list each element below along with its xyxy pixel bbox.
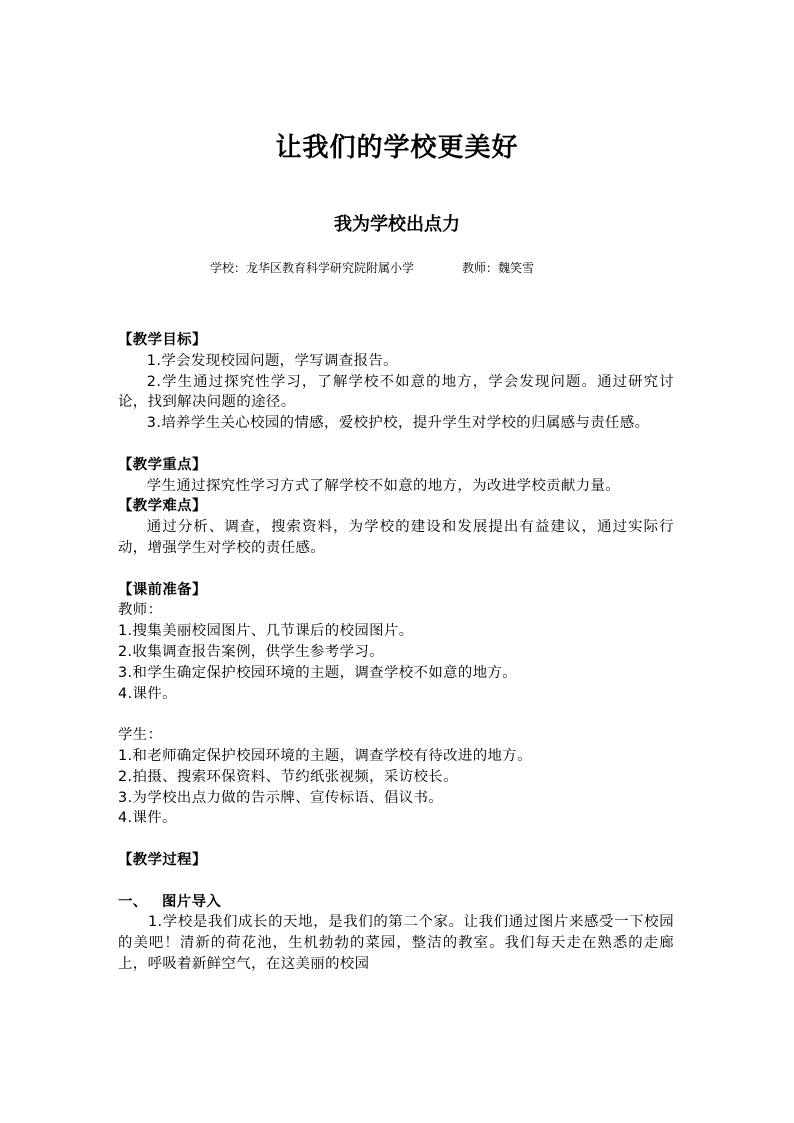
difficulties-heading: 【教学难点】 bbox=[118, 498, 207, 515]
preparation-teacher-item-1: 1.搜集美丽校园图片、几节课后的校园图片。 bbox=[118, 623, 414, 640]
preparation-student-item-3: 3.为学校出点力做的告示牌、宣传标语、倡议书。 bbox=[118, 789, 444, 806]
spacer bbox=[118, 559, 674, 580]
preparation-student-item-1: 1.和老师确定保护校园环境的主题，调查学校有待改进的地方。 bbox=[118, 747, 532, 764]
goals-heading: 【教学目标】 bbox=[118, 332, 207, 348]
document-meta bbox=[210, 257, 534, 279]
preparation-student-label: 学生： bbox=[118, 727, 163, 744]
preparation-teacher-item-2: 2.收集调查报告案例，供学生参考学习。 bbox=[118, 643, 384, 660]
spacer bbox=[118, 704, 674, 725]
teacher-info: 教师：魏笑雪 bbox=[462, 261, 535, 275]
document-body bbox=[118, 330, 674, 975]
spacer bbox=[118, 871, 674, 892]
key-points-heading: 【教学重点】 bbox=[118, 456, 207, 473]
spacer bbox=[118, 434, 674, 455]
key-points-text: 学生通过探究性学习方式了解学校不如意的地方，为改进学校贡献力量。 bbox=[146, 477, 621, 494]
difficulties-text: 通过分析、调查，搜索资料，为学校的建设和发展提出有益建议，通过实际行动，增强学生对学校的责任感。 bbox=[118, 519, 674, 556]
school-info: 学校：龙华区教育科学研究院附属小学 bbox=[210, 261, 415, 275]
goal-item-1: 1.学会发现校园问题，学写调查报告。 bbox=[146, 352, 398, 369]
document-subtitle: 我为学校出点力 bbox=[334, 214, 460, 235]
process-section-1-number: 一、 bbox=[118, 893, 148, 910]
process-section-1-heading bbox=[118, 892, 674, 913]
goal-item-2: 2.学生通过探究性学习，了解学校不如意的地方，学会发现问题。通过研究讨论，找到解决问题的途径。 bbox=[118, 373, 674, 411]
process-section-1-title: 图片导入 bbox=[162, 893, 222, 910]
spacer bbox=[118, 829, 674, 850]
process-heading: 【教学过程】 bbox=[118, 851, 207, 868]
document-title: 让我们的学校更美好 bbox=[275, 133, 519, 163]
process-section-1-text: 1.学校是我们成长的天地，是我们的第二个家。让我们通过图片来感受一下校园的美吧！清新的荷花池，生机勃勃的菜园，整洁的教室。我们每天走在熟悉的走廊上，呼吸着新鲜空气，在这美丽的校园 bbox=[118, 914, 674, 972]
preparation-heading: 【课前准备】 bbox=[118, 581, 207, 598]
preparation-student-item-4: 4.课件。 bbox=[118, 810, 177, 827]
preparation-student-item-2: 2.拍摄、搜索环保资料、节约纸张视频，采访校长。 bbox=[118, 768, 458, 785]
preparation-teacher-item-3: 3.和学生确定保护校园环境的主题，调查学校不如意的地方。 bbox=[118, 664, 518, 681]
preparation-teacher-label: 教师： bbox=[118, 602, 163, 619]
preparation-teacher-item-4: 4.课件。 bbox=[118, 685, 177, 702]
goal-item-3: 3.培养学生关心校园的情感，爱校护校，提升学生对学校的归属感与责任感。 bbox=[146, 415, 650, 432]
